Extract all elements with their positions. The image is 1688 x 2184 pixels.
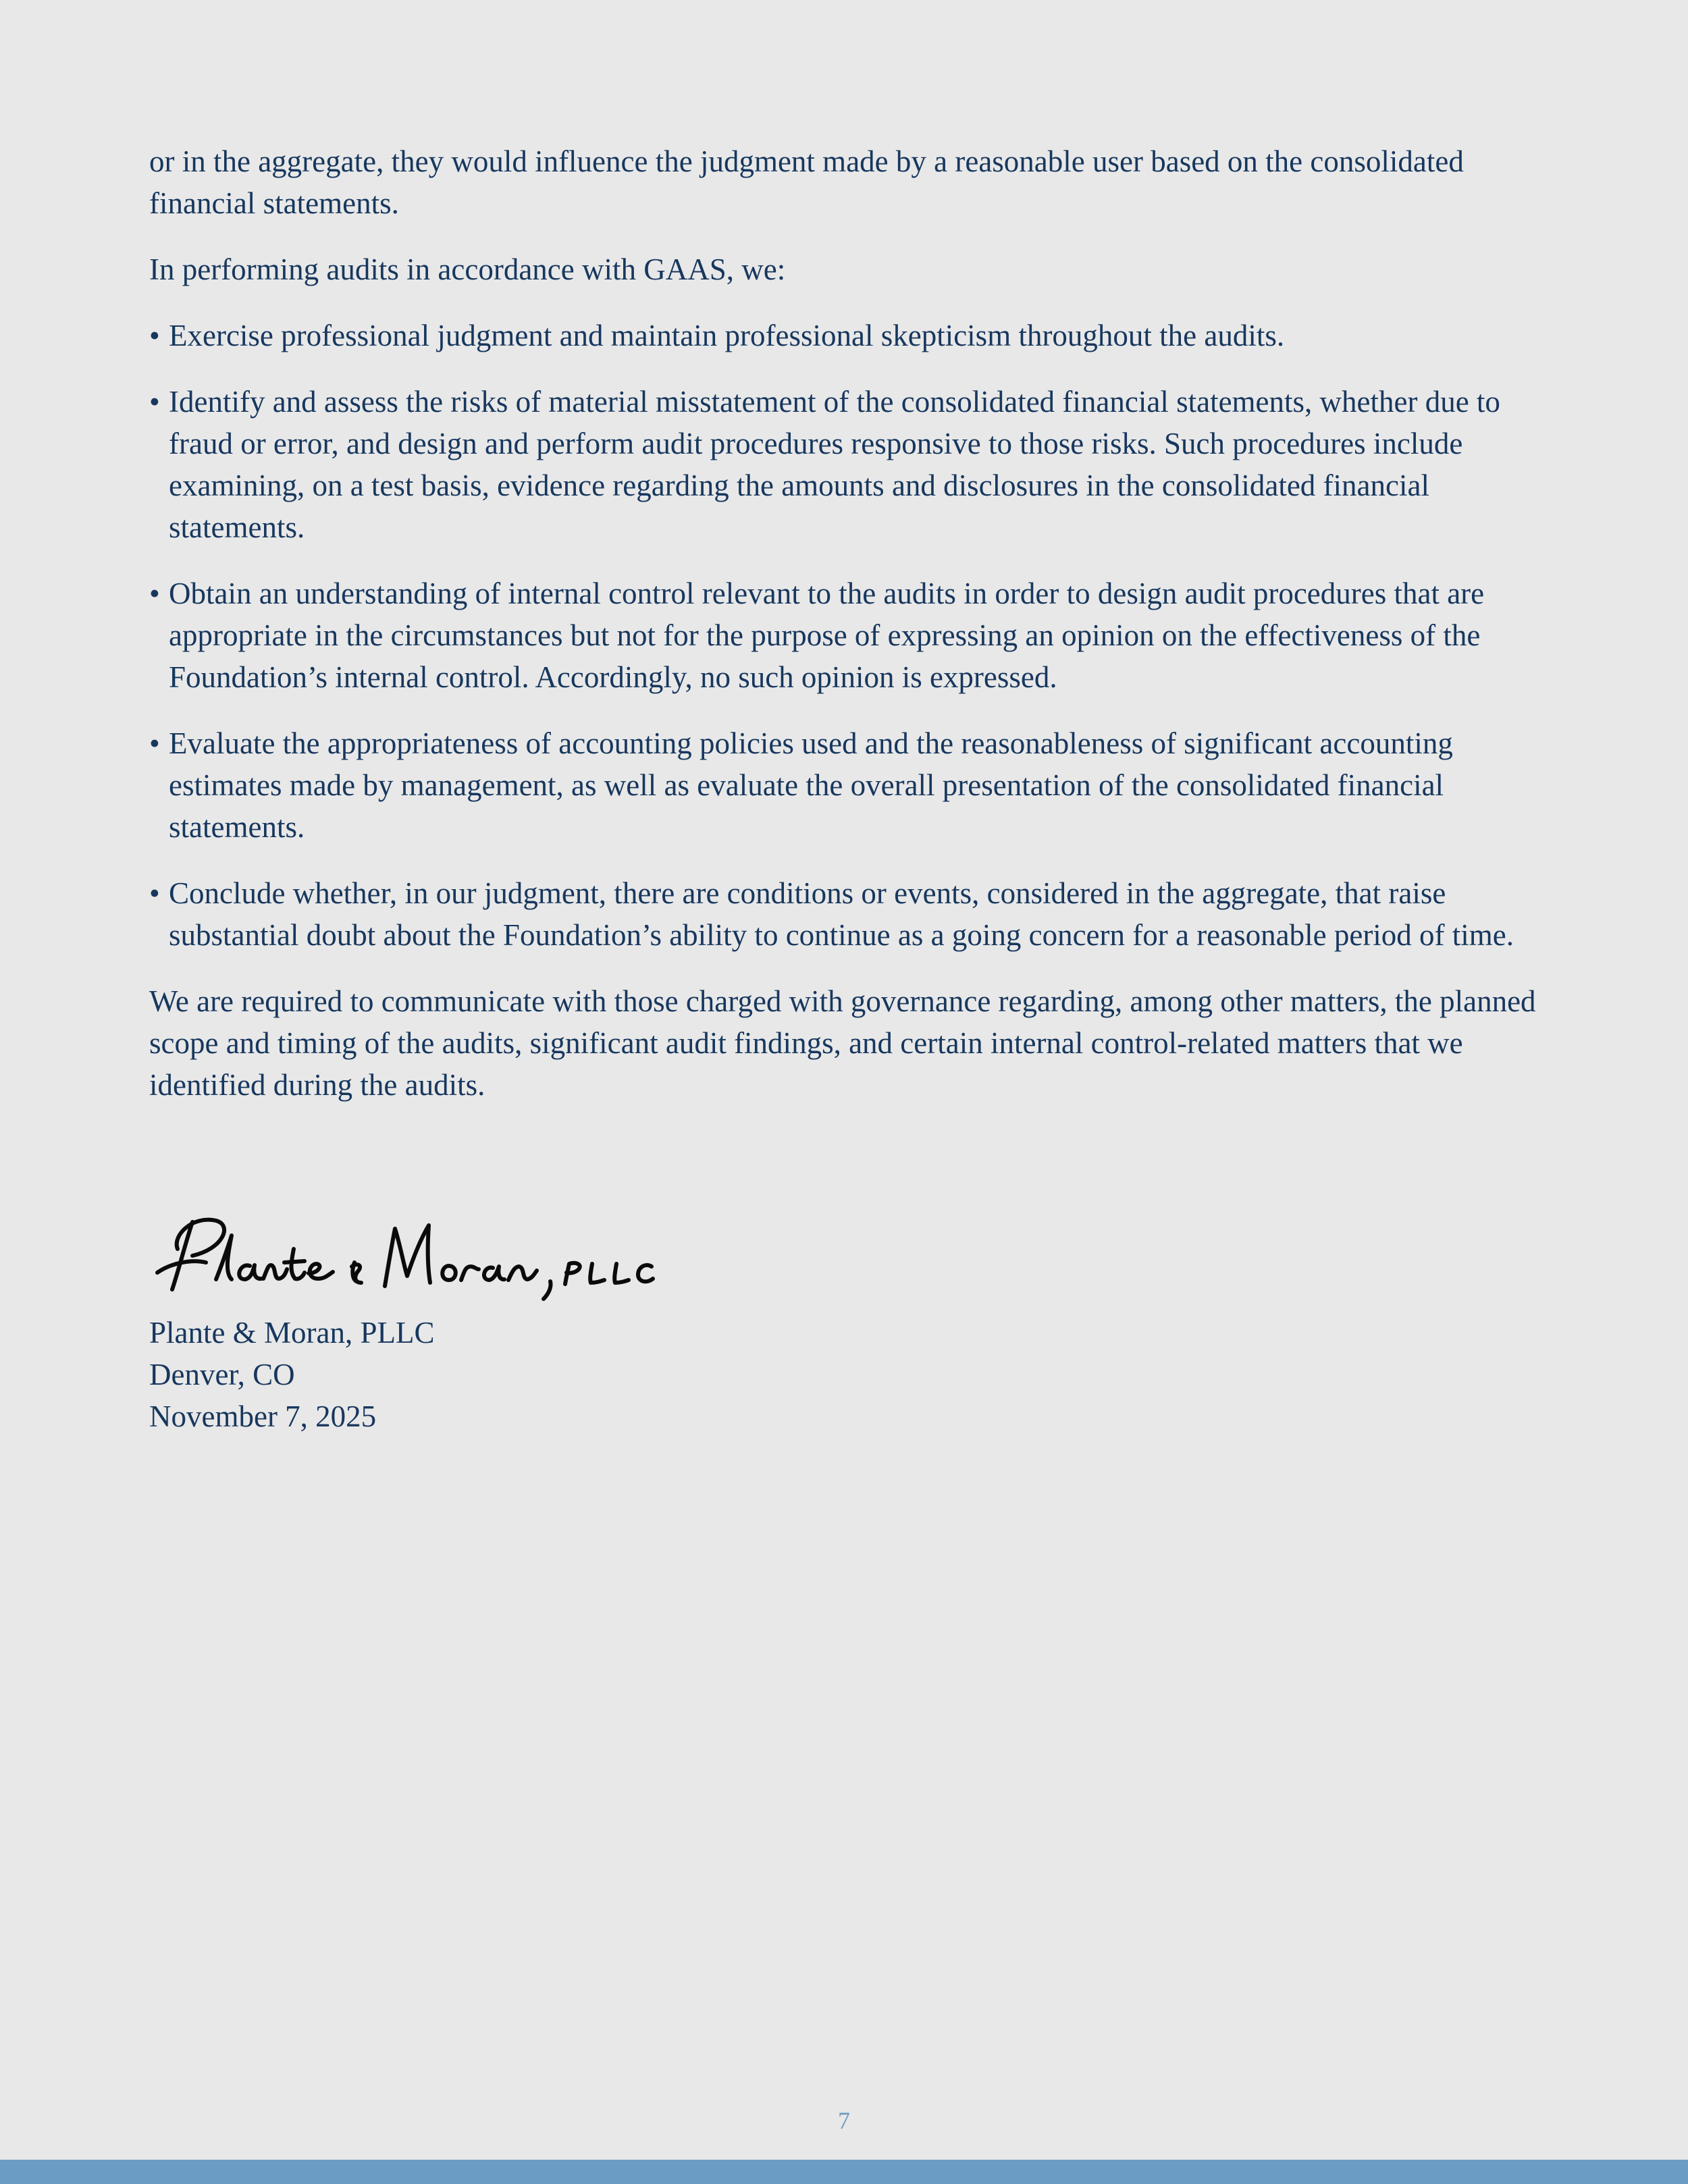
bullet-marker: • xyxy=(149,385,160,419)
bullet-item xyxy=(149,872,1554,956)
handwritten-signature xyxy=(152,1208,665,1303)
bullet-marker: • xyxy=(149,319,160,352)
footer-bar xyxy=(0,2160,1688,2184)
page-number: 7 xyxy=(838,2107,850,2134)
signer-location: Denver, CO xyxy=(149,1358,295,1391)
report-body xyxy=(149,140,1554,1130)
bullet-item xyxy=(149,722,1554,848)
intro-paragraph: or in the aggregate, they would influence the judgment made by a reasonable user based on the consolidated financial statements. xyxy=(149,144,1464,220)
bullet-item xyxy=(149,572,1554,698)
bullet-marker: • xyxy=(149,876,160,910)
signer-firm: Plante & Moran, PLLC xyxy=(149,1316,435,1350)
lead-paragraph: In performing audits in accordance with GAAS, we: xyxy=(149,252,786,286)
bullet-marker: • xyxy=(149,577,160,610)
bullet-item xyxy=(149,315,1554,356)
bullet-marker: • xyxy=(149,726,160,760)
bullet-text: Identify and assess the risks of material misstatement of the consolidated financial statements, whether due to fraud or error, and design and perform audit procedures responsive to those risks. Such procedures include examining, on a test basis, evidence regarding the amounts and disclosures in the consolidated financial statements. xyxy=(169,385,1500,544)
bullet-text: Obtain an understanding of internal control relevant to the audits in order to design audit procedures that are appropriate in the circumstances but not for the purpose of expressing an opinion on the effectiveness of the Foundation’s internal control. Accordingly, no such opinion is expressed. xyxy=(169,577,1485,694)
bullet-text: Exercise professional judgment and maintain professional skepticism throughout the audits. xyxy=(169,319,1285,352)
report-date: November 7, 2025 xyxy=(149,1400,377,1433)
bullet-text: Evaluate the appropriateness of accounting policies used and the reasonableness of significant accounting estimates made by management, as well as evaluate the overall presentation of the consolidated financial statements. xyxy=(169,726,1453,844)
bullet-text: Conclude whether, in our judgment, there are conditions or events, considered in the aggregate, that raise substantial doubt about the Foundation’s ability to continue as a going concern for a reasonable period of time. xyxy=(169,876,1514,952)
signature-block xyxy=(149,1312,434,1437)
closing-paragraph: We are required to communicate with those charged with governance regarding, among other matters, the planned scope and timing of the audits, significant audit findings, and certain internal control-related matters that we identified during the audits. xyxy=(149,984,1536,1102)
bullet-item xyxy=(149,381,1554,548)
